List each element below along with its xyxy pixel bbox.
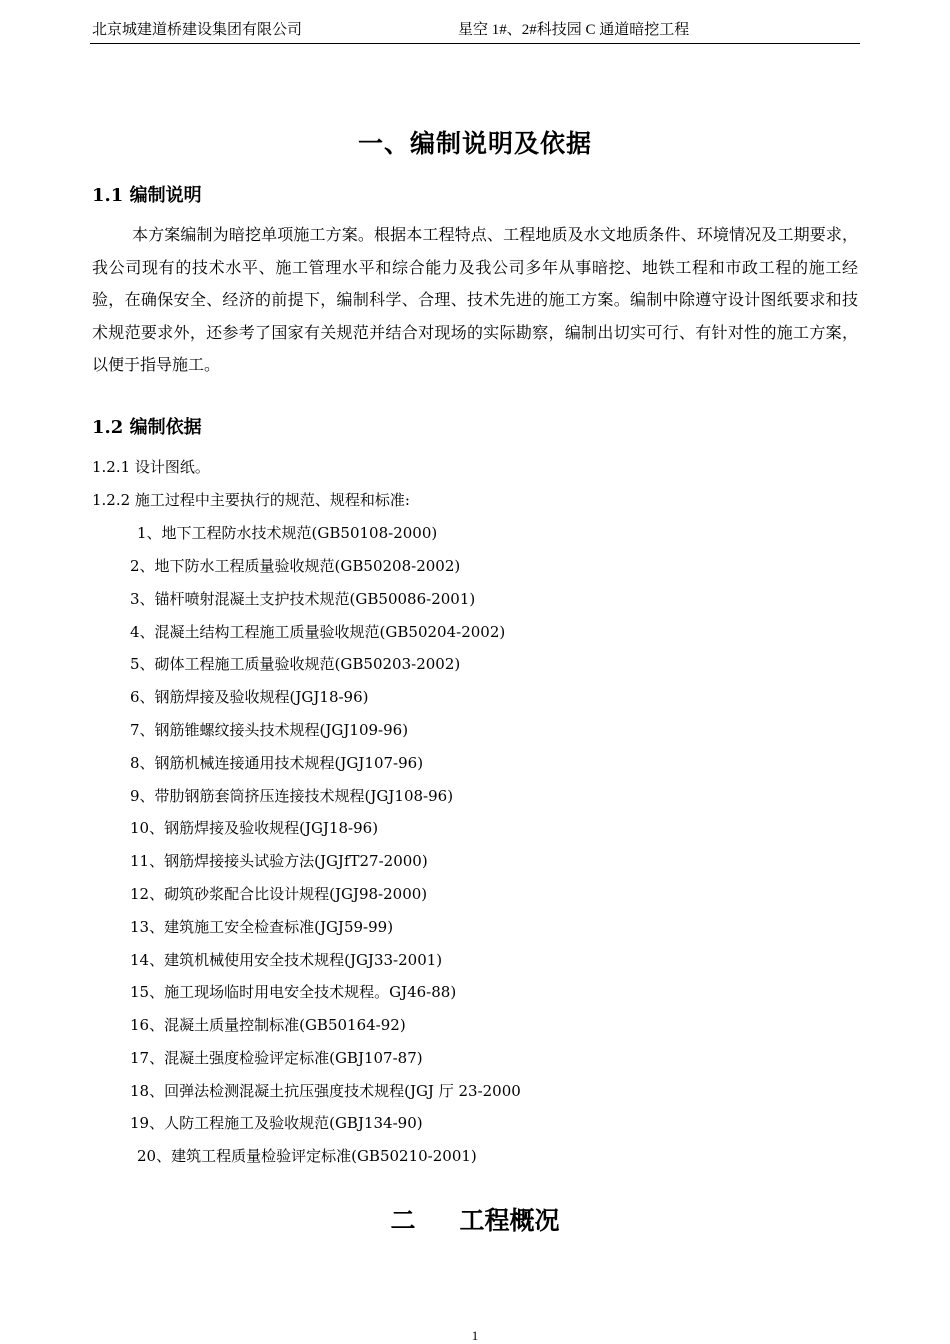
standard-item: 9、带肋钢筋套筒挤压连接技术规程(JGJ108-96) xyxy=(130,787,454,805)
standard-item: 15、施工现场临时用电安全技术规程。GJ46-88) xyxy=(130,983,457,1001)
header-project: 星空 1#、2#科技园 C 通道暗挖工程 xyxy=(458,22,690,38)
header-rule xyxy=(90,43,860,44)
standard-item: 11、钢筋焊接接头试验方法(JGJfT27-2000) xyxy=(130,852,428,870)
chapter-one-title: 一、编制说明及依据 xyxy=(357,129,592,158)
standard-item: 2、地下防水工程质量验收规范(GB50208-2002) xyxy=(130,557,461,575)
standard-item: 7、钢筋锥螺纹接头技术规程(JGJ109-96) xyxy=(130,721,409,739)
standard-item: 20、建筑工程质量检验评定标准(GB50210-2001) xyxy=(137,1147,477,1165)
chapter-two-heading: 工程概况 xyxy=(459,1206,560,1235)
standard-item: 16、混凝土质量控制标准(GB50164-92) xyxy=(130,1016,406,1034)
section-1-2-heading: 1.2 编制依据 xyxy=(92,417,202,438)
chapter-two-title xyxy=(0,1201,950,1237)
standard-item: 12、砌筑砂浆配合比设计规程(JGJ98-2000) xyxy=(130,885,428,903)
standard-item: 1、地下工程防水技术规范(GB50108-2000) xyxy=(137,524,438,542)
section-1-1-paragraph: 本方案编制为暗挖单项施工方案。根据本工程特点、工程地质及水文地质条件、环境情况及工期要求，我公司现有的技术水平、施工管理水平和综合能力及我公司多年从事暗挖、地铁工程和市政工程的施工经验，在确保安全、经济的前提下，编制科学、合理、技术先进的施工方案。编制中除遵守设计图纸要求和技术规范要求外，还参考了国家有关规范并结合对现场的实际勘察，编制出切实可行、有针对性的施工方案，以便于指导施工。 xyxy=(92,225,858,375)
standard-item: 13、建筑施工安全检查标准(JGJ59-99) xyxy=(130,918,394,936)
standard-item: 14、建筑机械使用安全技术规程(JGJ33-2001) xyxy=(130,951,443,969)
standard-item: 5、砌体工程施工质量验收规范(GB50203-2002) xyxy=(130,655,461,673)
page-number: 1 xyxy=(471,1328,479,1343)
standard-item: 18、回弹法检测混凝土抗压强度技术规程(JGJ 厅 23-2000 xyxy=(130,1082,521,1100)
page-header xyxy=(92,18,858,44)
standard-item: 19、人防工程施工及验收规范(GBJ134-90) xyxy=(130,1114,423,1132)
chapter-two-number: 二 xyxy=(390,1206,416,1235)
basis-item-standards: 1.2.2 施工过程中主要执行的规范、规程和标准: xyxy=(92,491,410,509)
standard-item: 4、混凝土结构工程施工质量验收规范(GB50204-2002) xyxy=(130,623,506,641)
header-company: 北京城建道桥建设集团有限公司 xyxy=(92,22,303,38)
section-1-1-heading: 1.1 编制说明 xyxy=(92,185,202,206)
standard-item: 6、钢筋焊接及验收规程(JGJ18-96) xyxy=(130,688,369,706)
standard-item: 3、锚杆喷射混凝土支护技术规范(GB50086-2001) xyxy=(130,590,476,608)
standard-item: 8、钢筋机械连接通用技术规程(JGJ107-96) xyxy=(130,754,424,772)
basis-item-drawings: 1.2.1 设计图纸。 xyxy=(92,458,210,476)
standard-item: 10、钢筋焊接及验收规程(JGJ18-96) xyxy=(130,819,379,837)
standard-item: 17、混凝土强度检验评定标准(GBJ107-87) xyxy=(130,1049,423,1067)
